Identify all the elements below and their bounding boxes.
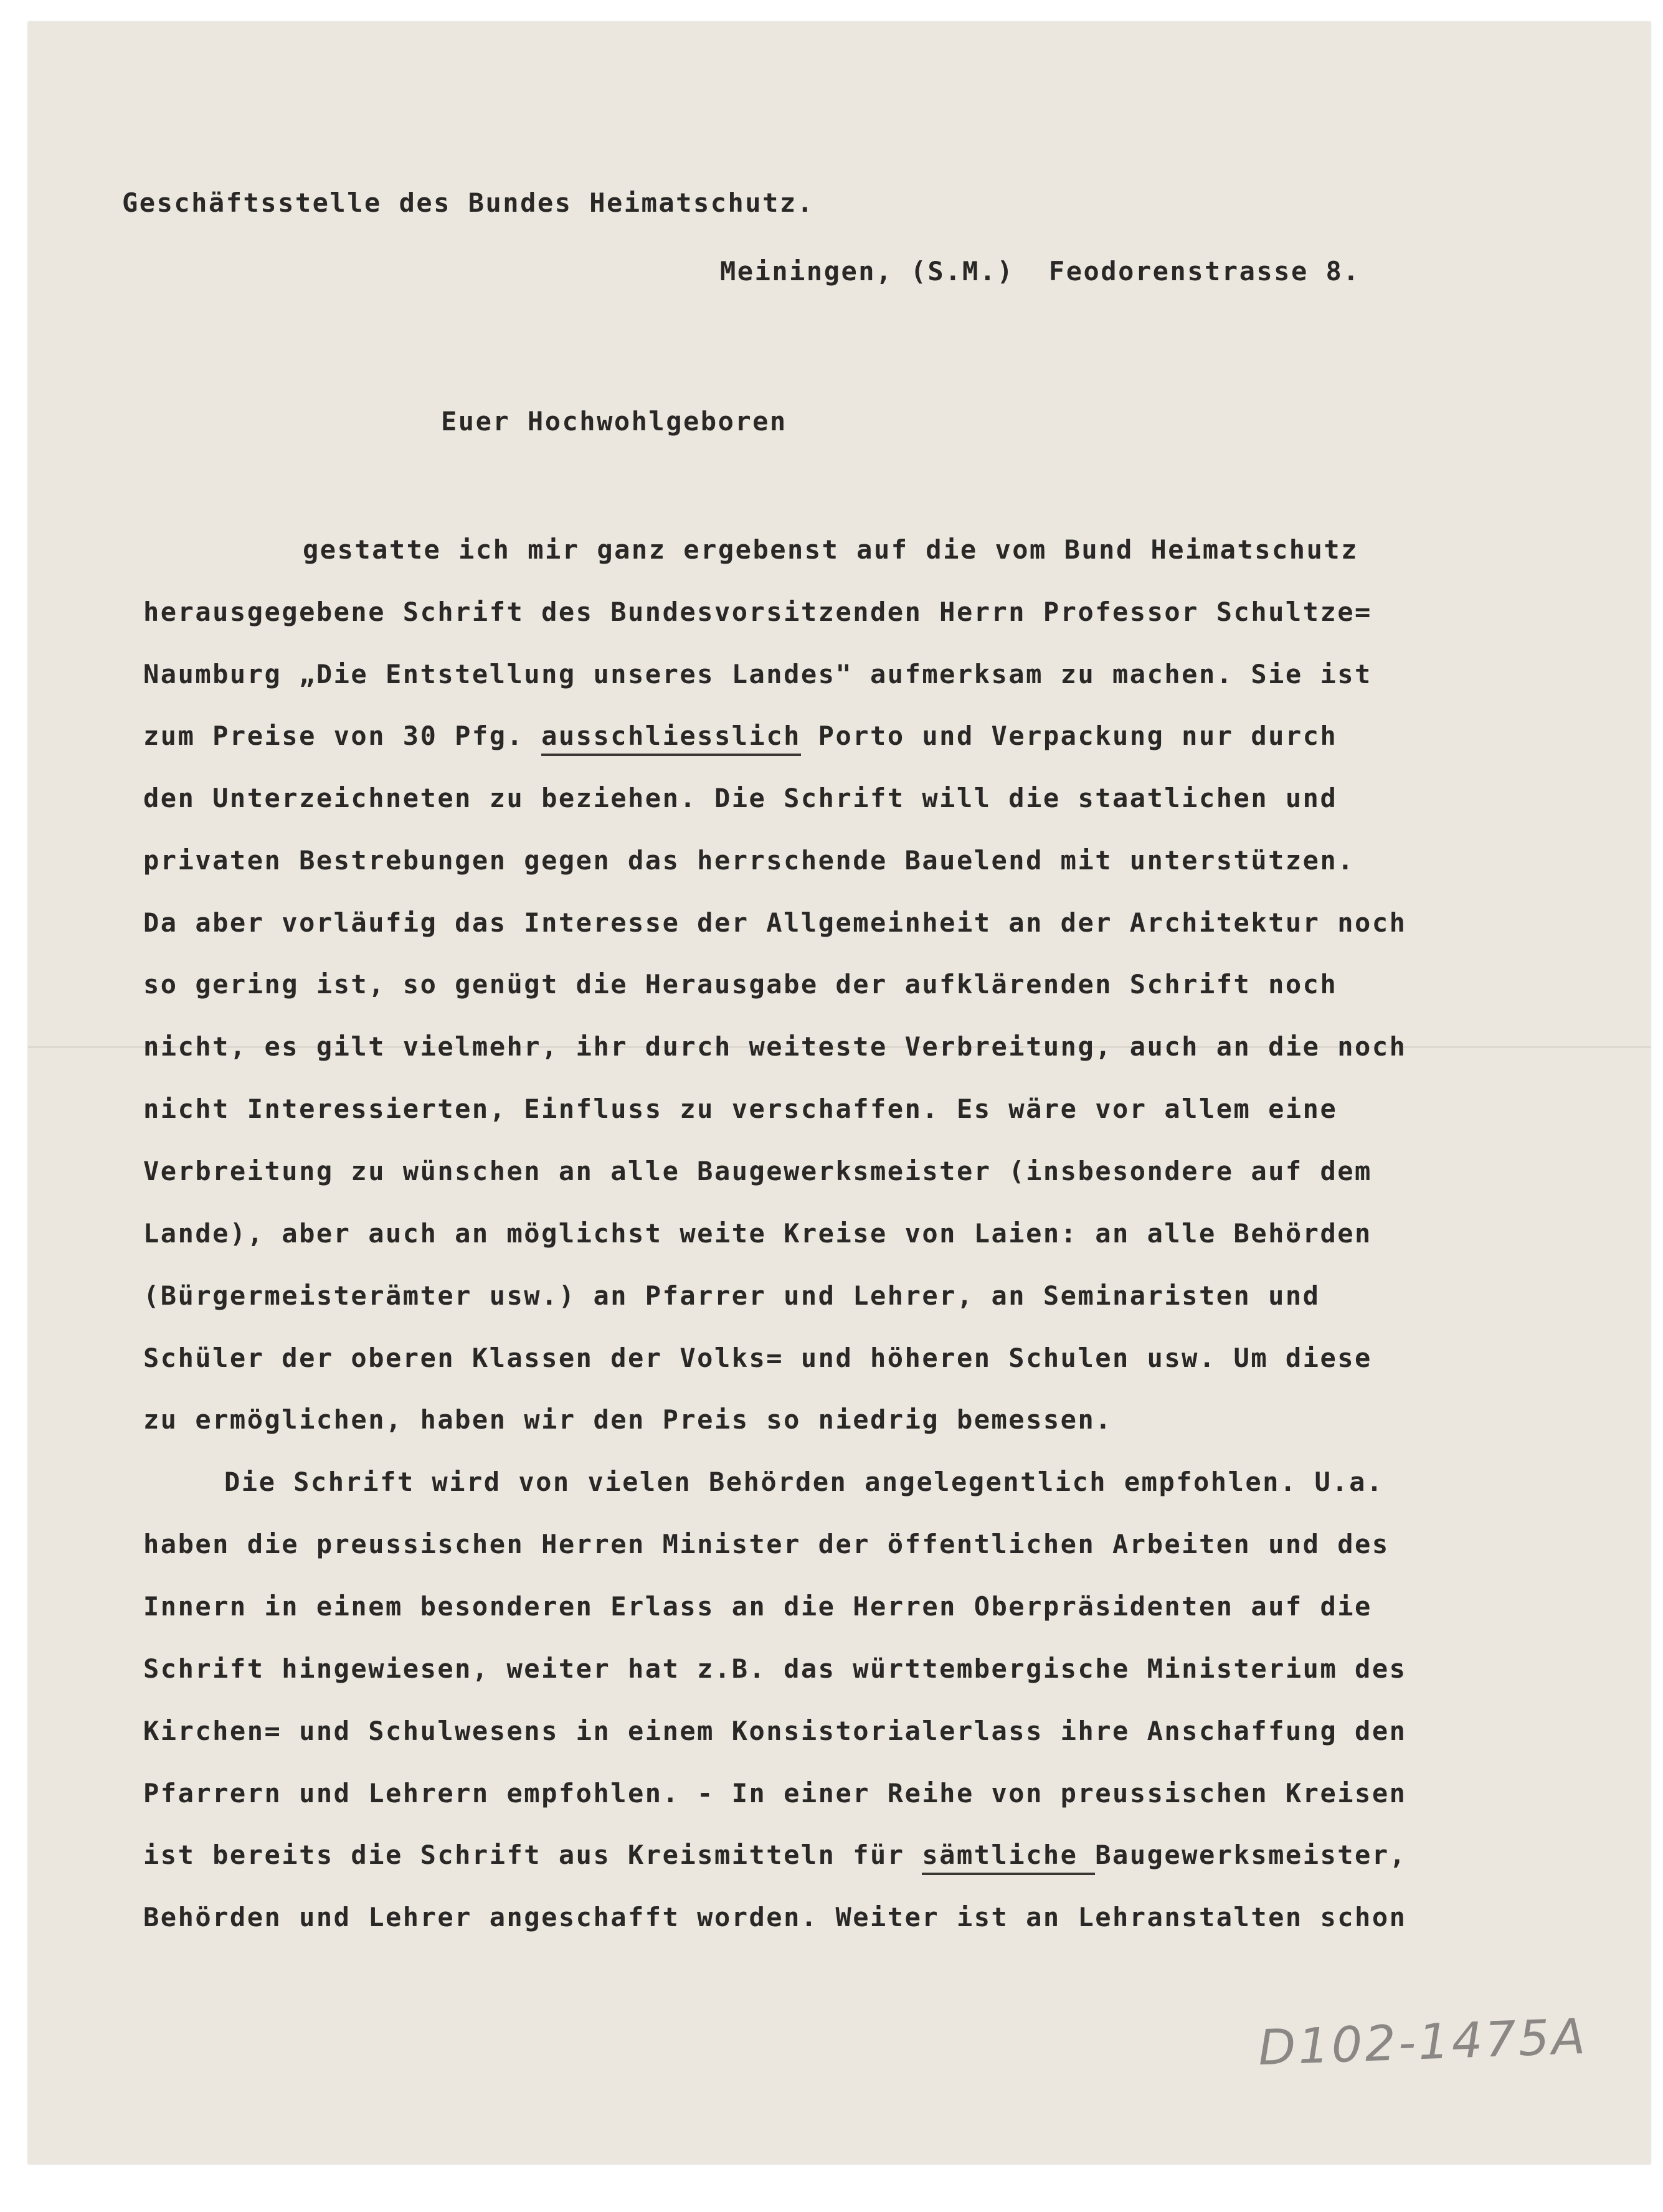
body-line: Pfarrern und Lehrern empfohlen. - In einer Reihe von preussischen Kreisen xyxy=(143,1778,1407,1808)
header-address: Meiningen, (S.M.) Feodorenstrasse 8. xyxy=(720,256,1361,286)
body-line: Schrift hingewiesen, weiter hat z.B. das württembergische Ministerium des xyxy=(143,1653,1407,1684)
body-line: privaten Bestrebungen gegen das herrschende Bauelend mit unterstützen. xyxy=(143,845,1355,876)
body-line: haben die preussischen Herren Minister der öffentlichen Arbeiten und des xyxy=(143,1529,1390,1559)
body-line: so gering ist, so genügt die Herausgabe der aufklärenden Schrift noch xyxy=(143,969,1338,1000)
body-line: Naumburg „Die Entstellung unseres Landes" aufmerksam zu machen. Sie ist xyxy=(143,659,1372,689)
archive-signature-mark: D102-1475A xyxy=(1257,2008,1589,2077)
body-line: herausgegebene Schrift des Bundesvorsitzenden Herrn Professor Schultze= xyxy=(143,597,1372,627)
body-line: nicht Interessierten, Einfluss zu verschaffen. Es wäre vor allem eine xyxy=(143,1094,1338,1124)
body-line xyxy=(143,723,1337,749)
body-line: den Unterzeichneten zu beziehen. Die Schrift will die staatlichen und xyxy=(143,783,1338,813)
line-text: ist bereits die Schrift aus Kreismitteln für xyxy=(143,1840,922,1870)
line-text: Porto und Verpackung nur durch xyxy=(800,721,1338,751)
body-line: Verbreitung zu wünschen an alle Baugewerksmeister (insbesondere auf dem xyxy=(143,1156,1372,1186)
body-line: Behörden und Lehrer angeschafft worden. Weiter ist an Lehranstalten schon xyxy=(143,1902,1407,1932)
body-line: Innern in einem besonderen Erlass an die Herren Oberpräsidenten auf die xyxy=(143,1591,1372,1622)
body-line: Kirchen= und Schulwesens in einem Konsistorialerlass ihre Anschaffung den xyxy=(143,1716,1407,1746)
underlined-word: sämtliche xyxy=(922,1840,1095,1875)
body-line: Schüler der oberen Klassen der Volks= und höheren Schulen usw. Um diese xyxy=(143,1343,1372,1373)
body-line: gestatte ich mir ganz ergebenst auf die vom Bund Heimatschutz xyxy=(303,534,1358,565)
body-line: Lande), aber auch an möglichst weite Kreise von Laien: an alle Behörden xyxy=(143,1218,1372,1249)
body-line: Die Schrift wird von vielen Behörden angelegentlich empfohlen. U.a. xyxy=(224,1467,1384,1497)
salutation: Euer Hochwohlgeboren xyxy=(441,406,787,437)
body-line: Da aber vorläufig das Interesse der Allgemeinheit an der Architektur noch xyxy=(143,907,1407,938)
body-line: zu ermöglichen, haben wir den Preis so niedrig bemessen. xyxy=(143,1404,1113,1435)
body-line xyxy=(143,1842,1406,1868)
header-org: Geschäftsstelle des Bundes Heimatschutz. xyxy=(122,187,815,218)
line-text: zum Preise von 30 Pfg. xyxy=(143,721,542,751)
line-text: Baugewerksmeister, xyxy=(1095,1840,1407,1870)
body-line: nicht, es gilt vielmehr, ihr durch weiteste Verbreitung, auch an die noch xyxy=(143,1031,1407,1062)
underlined-word: ausschliesslich xyxy=(541,721,801,756)
body-line: (Bürgermeisterämter usw.) an Pfarrer und Lehrer, an Seminaristen und xyxy=(143,1280,1320,1311)
